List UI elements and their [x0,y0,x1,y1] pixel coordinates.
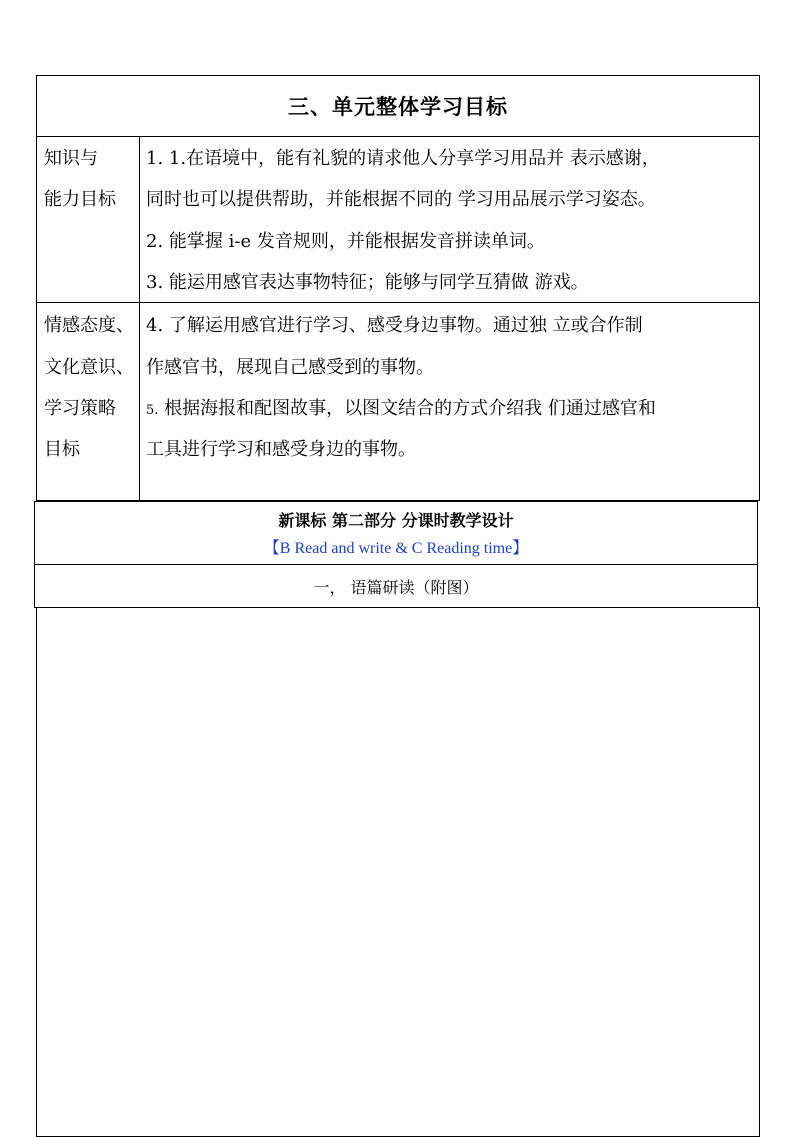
row2-content-line2: 作感官书，展现自己感受到的事物。 [146,357,434,378]
row1-label-line1: 知识与 [44,148,98,169]
row1-label-line2: 能力目标 [44,189,116,210]
row1-content-line2: 同时也可以提供帮助，并能根据不同的 学习用品展示学习姿态。 [146,189,656,210]
lesson-design-subtitle: 【B Read and write & C Reading time】 [263,540,529,557]
row2-label-line4: 目标 [44,439,80,460]
table-column-divider [139,136,140,501]
row1-content-line1: 1. 1.在语境中，能有礼貌的请求他人分享学习用品并 表示感谢， [146,148,660,169]
row2-content-line3 [146,388,656,431]
row2-label-line3: 学习策略 [44,398,116,419]
row2-label-line2: 文化意识、 [44,357,134,378]
row2-content-line4: 工具进行学习和感受身边的事物。 [146,439,416,460]
item5-text: 根据海报和配图故事，以图文结合的方式介绍我 们通过感官和 [158,398,656,419]
item5-number: 5. [146,403,159,418]
text-study-title: 一， 语篇研读（附图） [313,578,479,597]
lesson-design-header [34,501,758,565]
row2-content-line1: 4. 了解运用感官进行学习、感受身边事物。通过独 立或合作制 [146,315,643,336]
row2-label-line1: 情感态度、 [44,315,134,336]
lesson-design-title: 新课标 第二部分 分课时教学设计 [278,511,514,530]
text-study-header [34,564,758,608]
row1-content-line3: 2. 能掌握 i-e 发音规则，并能根据发音拼读单词。 [146,231,545,252]
attached-figure-area [36,607,760,1137]
row1-content-line4: 3. 能运用感官表达事物特征；能够与同学互猜做 游戏。 [146,272,589,293]
table-title: 三、单元整体学习目标 [288,94,508,119]
